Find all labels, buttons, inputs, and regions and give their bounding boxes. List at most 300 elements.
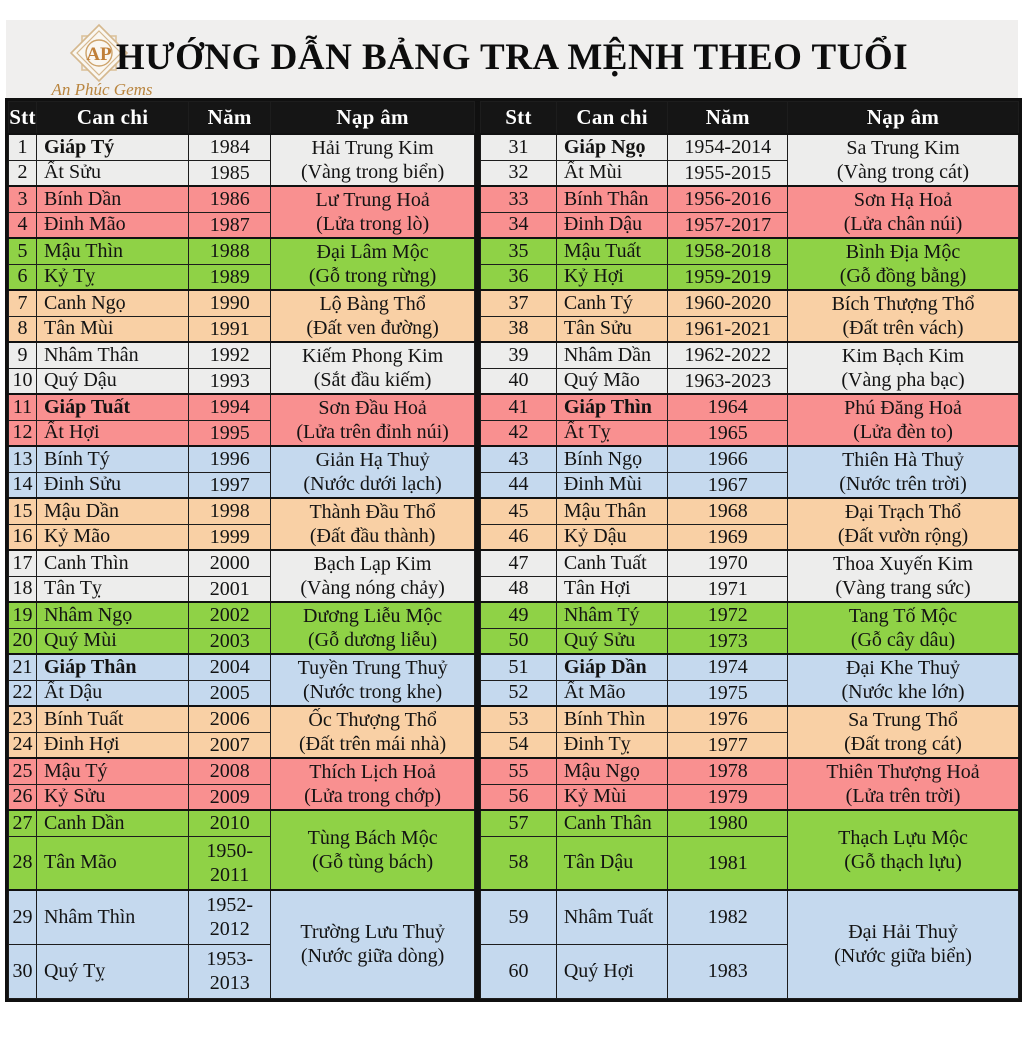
- table-row: [481, 290, 1019, 316]
- nam-cell: 2002: [189, 602, 271, 628]
- napam-name: Thoa Xuyến Kim: [833, 553, 973, 575]
- napam-name: Lộ Bàng Thổ: [319, 293, 426, 315]
- napam-cell: [788, 758, 1019, 810]
- canchi-cell: Ất Dậu: [36, 680, 188, 706]
- col-header-canchi: Can chi: [36, 102, 188, 135]
- napam-name: Trường Lưu Thuỷ: [300, 921, 445, 944]
- stt-cell: 45: [481, 498, 557, 524]
- nam-cell: 1965: [668, 420, 788, 446]
- canchi-cell: Đinh Dậu: [556, 212, 668, 238]
- nam-cell: 1981: [668, 836, 788, 890]
- stt-cell: 4: [9, 212, 37, 238]
- canchi-cell: Quý Mùi: [36, 628, 188, 654]
- napam-note: (Đất vườn rộng): [837, 525, 969, 547]
- canchi-cell: Tân Hợi: [556, 576, 668, 602]
- nam-cell: 2001: [189, 576, 271, 602]
- canchi-cell: Giáp Ngọ: [556, 134, 668, 160]
- napam-name: Bích Thượng Thổ: [831, 293, 975, 315]
- stt-cell: 10: [9, 368, 37, 394]
- table-header-right: [481, 102, 1019, 135]
- stt-cell: 17: [9, 550, 37, 576]
- nam-cell: 1997: [189, 472, 271, 498]
- napam-name: Dương Liễu Mộc: [303, 605, 443, 627]
- canchi-cell: Bính Ngọ: [556, 446, 668, 472]
- napam-name: Hải Trung Kim: [311, 137, 434, 159]
- canchi-cell: Đinh Sửu: [36, 472, 188, 498]
- canchi-cell: Đinh Mùi: [556, 472, 668, 498]
- stt-cell: 38: [481, 316, 557, 342]
- napam-name: Ốc Thượng Thổ: [308, 709, 437, 731]
- napam-name: Bình Địa Mộc: [845, 241, 961, 263]
- table-row: [9, 498, 475, 524]
- canchi-cell: Kỷ Mão: [36, 524, 188, 550]
- napam-note: (Lửa trên trời): [845, 785, 961, 807]
- canchi-cell: Tân Tỵ: [36, 576, 188, 602]
- canchi-cell: Canh Thìn: [36, 550, 188, 576]
- napam-note: (Nước giữa dòng): [300, 945, 445, 968]
- table-row: [481, 810, 1019, 836]
- stt-cell: 28: [9, 836, 37, 890]
- canchi-cell: Kỷ Hợi: [556, 264, 668, 290]
- napam-note: (Nước trên trời): [839, 473, 967, 495]
- stt-cell: 58: [481, 836, 557, 890]
- stt-cell: 3: [9, 186, 37, 212]
- stt-cell: 59: [481, 890, 557, 944]
- nam-cell: 1958-2018: [668, 238, 788, 264]
- nam-cell: 1989: [189, 264, 271, 290]
- table-row: [481, 238, 1019, 264]
- stt-cell: 55: [481, 758, 557, 784]
- napam-cell: [788, 890, 1019, 998]
- stt-cell: 13: [9, 446, 37, 472]
- napam-note: (Vàng trong cát): [836, 161, 970, 183]
- table-row: [481, 890, 1019, 944]
- nam-cell: 1973: [668, 628, 788, 654]
- napam-name: Kim Bạch Kim: [841, 345, 965, 367]
- table-row: [9, 238, 475, 264]
- table-row: [9, 810, 475, 836]
- col-header-nam: Năm: [189, 102, 271, 135]
- canchi-cell: Mậu Thân: [556, 498, 668, 524]
- canchi-cell: Ất Tỵ: [556, 420, 668, 446]
- napam-cell: [788, 498, 1019, 550]
- napam-note: (Nước trong khe): [303, 681, 443, 703]
- nam-cell: 1984: [189, 134, 271, 160]
- table-row: [9, 654, 475, 680]
- napam-note: (Nước khe lớn): [841, 681, 965, 703]
- napam-note: (Đất trên vách): [842, 317, 964, 339]
- canchi-cell: Mậu Tuất: [556, 238, 668, 264]
- nam-cell: 2008: [189, 758, 271, 784]
- canchi-cell: Kỷ Dậu: [556, 524, 668, 550]
- napam-note: (Đất đầu thành): [309, 525, 436, 547]
- nam-cell: 2004: [189, 654, 271, 680]
- napam-name: Phú Đăng Hoả: [844, 397, 962, 419]
- stt-cell: 29: [9, 890, 37, 944]
- stt-cell: 49: [481, 602, 557, 628]
- stt-cell: 6: [9, 264, 37, 290]
- canchi-cell: Kỷ Sửu: [36, 784, 188, 810]
- table-row: [9, 890, 475, 944]
- stt-cell: 34: [481, 212, 557, 238]
- canchi-cell: Canh Thân: [556, 810, 668, 836]
- canchi-cell: Giáp Thân: [36, 654, 188, 680]
- stt-cell: 32: [481, 160, 557, 186]
- napam-name: Kiếm Phong Kim: [302, 345, 444, 367]
- table-row: [481, 342, 1019, 368]
- napam-note: (Gỗ dương liễu): [308, 629, 438, 651]
- napam-note: (Gỗ trong rừng): [308, 265, 437, 287]
- nam-cell: 1992: [189, 342, 271, 368]
- nam-cell: 1953- 2013: [189, 944, 271, 998]
- napam-cell: [271, 758, 475, 810]
- stt-cell: 22: [9, 680, 37, 706]
- table-row: [481, 498, 1019, 524]
- napam-name: Đại Lâm Mộc: [316, 241, 429, 263]
- stt-cell: 19: [9, 602, 37, 628]
- nam-cell: 1950- 2011: [189, 836, 271, 890]
- table-row: [9, 758, 475, 784]
- canchi-cell: Tân Mùi: [36, 316, 188, 342]
- napam-note: (Lửa trên đỉnh núi): [296, 421, 449, 443]
- nam-cell: 1976: [668, 706, 788, 732]
- canchi-cell: Ất Mão: [556, 680, 668, 706]
- canchi-cell: Canh Tuất: [556, 550, 668, 576]
- napam-note: (Lửa đèn to): [853, 421, 953, 443]
- napam-note: (Lửa trong lò): [316, 213, 430, 235]
- canchi-cell: Nhâm Thìn: [36, 890, 188, 944]
- canchi-cell: Bính Thìn: [556, 706, 668, 732]
- table-header-left: [9, 102, 475, 135]
- stt-cell: 18: [9, 576, 37, 602]
- napam-cell: [271, 238, 475, 290]
- stt-cell: 37: [481, 290, 557, 316]
- napam-name: Tùng Bách Mộc: [307, 827, 438, 849]
- napam-name: Tang Tố Mộc: [848, 605, 958, 627]
- napam-cell: [788, 602, 1019, 654]
- nam-cell: 1998: [189, 498, 271, 524]
- nam-cell: 2007: [189, 732, 271, 758]
- canchi-cell: Tân Mão: [36, 836, 188, 890]
- napam-cell: [788, 550, 1019, 602]
- stt-cell: 5: [9, 238, 37, 264]
- stt-cell: 44: [481, 472, 557, 498]
- canchi-cell: Đinh Tỵ: [556, 732, 668, 758]
- table-row: [481, 654, 1019, 680]
- col-header-stt: Stt: [481, 102, 557, 135]
- stt-cell: 33: [481, 186, 557, 212]
- stt-cell: 42: [481, 420, 557, 446]
- nam-cell: 2006: [189, 706, 271, 732]
- stt-cell: 11: [9, 394, 37, 420]
- stt-cell: 25: [9, 758, 37, 784]
- zodiac-table-left: [8, 101, 475, 999]
- nam-cell: 1961-2021: [668, 316, 788, 342]
- canchi-cell: Kỷ Mùi: [556, 784, 668, 810]
- nam-cell: 1968: [668, 498, 788, 524]
- table-row: [481, 446, 1019, 472]
- page-title: HƯỚNG DẪN BẢNG TRA MỆNH THEO TUỔI: [115, 36, 909, 78]
- canchi-cell: Ất Sửu: [36, 160, 188, 186]
- header-banner: [6, 20, 1018, 98]
- napam-note: (Đất ven đường): [306, 317, 439, 339]
- nam-cell: 2010: [189, 810, 271, 836]
- nam-cell: 1980: [668, 810, 788, 836]
- napam-name: Sa Trung Thổ: [848, 709, 958, 731]
- napam-note: (Lửa trong chớp): [304, 785, 442, 807]
- canchi-cell: Canh Dần: [36, 810, 188, 836]
- nam-cell: 1979: [668, 784, 788, 810]
- canchi-cell: Quý Hợi: [556, 944, 668, 998]
- nam-cell: 1972: [668, 602, 788, 628]
- nam-cell: 2000: [189, 550, 271, 576]
- napam-note: (Đất trên mái nhà): [299, 733, 447, 755]
- napam-cell: [788, 446, 1019, 498]
- canchi-cell: Đinh Mão: [36, 212, 188, 238]
- table-row: [481, 602, 1019, 628]
- table-row: [9, 602, 475, 628]
- napam-cell: [271, 290, 475, 342]
- nam-cell: 1986: [189, 186, 271, 212]
- nam-cell: 1967: [668, 472, 788, 498]
- nam-cell: 1999: [189, 524, 271, 550]
- nam-cell: 2003: [189, 628, 271, 654]
- table-row: [481, 706, 1019, 732]
- napam-name: Tuyền Trung Thuỷ: [297, 657, 448, 679]
- nam-cell: 1985: [189, 160, 271, 186]
- canchi-cell: Nhâm Thân: [36, 342, 188, 368]
- stt-cell: 30: [9, 944, 37, 998]
- stt-cell: 14: [9, 472, 37, 498]
- napam-note: (Gỗ đồng bằng): [839, 265, 967, 287]
- napam-cell: [788, 290, 1019, 342]
- stt-cell: 60: [481, 944, 557, 998]
- table-row: [481, 758, 1019, 784]
- stt-cell: 47: [481, 550, 557, 576]
- logo-monogram: AP: [86, 44, 112, 65]
- napam-cell: [271, 446, 475, 498]
- stt-cell: 15: [9, 498, 37, 524]
- napam-note: (Lửa chân núi): [843, 213, 963, 235]
- stt-cell: 56: [481, 784, 557, 810]
- stt-cell: 50: [481, 628, 557, 654]
- canchi-cell: Bính Tuất: [36, 706, 188, 732]
- napam-cell: [788, 134, 1019, 186]
- napam-cell: [271, 706, 475, 758]
- napam-note: (Vàng pha bạc): [841, 369, 965, 391]
- nam-cell: 1954-2014: [668, 134, 788, 160]
- napam-name: Thiên Hà Thuỷ: [842, 449, 964, 471]
- canchi-cell: Ất Mùi: [556, 160, 668, 186]
- napam-name: Giản Hạ Thuỷ: [315, 449, 430, 471]
- nam-cell: 1974: [668, 654, 788, 680]
- napam-cell: [271, 394, 475, 446]
- napam-cell: [271, 602, 475, 654]
- stt-cell: 9: [9, 342, 37, 368]
- stt-cell: 39: [481, 342, 557, 368]
- napam-cell: [788, 342, 1019, 394]
- napam-note: (Vàng trong biển): [300, 161, 445, 183]
- napam-name: Bạch Lạp Kim: [313, 553, 432, 575]
- stt-cell: 52: [481, 680, 557, 706]
- col-header-nam: Năm: [668, 102, 788, 135]
- nam-cell: 1993: [189, 368, 271, 394]
- stt-cell: 48: [481, 576, 557, 602]
- nam-cell: 1988: [189, 238, 271, 264]
- napam-cell: [271, 342, 475, 394]
- nam-cell: 1957-2017: [668, 212, 788, 238]
- napam-note: (Sắt đầu kiếm): [313, 369, 432, 391]
- napam-name: Thành Đầu Thổ: [309, 501, 436, 523]
- nam-cell: 1959-2019: [668, 264, 788, 290]
- napam-note: (Gỗ tùng bách): [312, 851, 434, 873]
- canchi-cell: Mậu Tý: [36, 758, 188, 784]
- nam-cell: 1960-2020: [668, 290, 788, 316]
- header-row: [9, 102, 475, 135]
- stt-cell: 23: [9, 706, 37, 732]
- stt-cell: 8: [9, 316, 37, 342]
- nam-cell: 2005: [189, 680, 271, 706]
- napam-note: (Gỗ cây dâu): [850, 629, 956, 651]
- nam-cell: 2009: [189, 784, 271, 810]
- col-header-napam: Nạp âm: [271, 102, 475, 135]
- stt-cell: 31: [481, 134, 557, 160]
- napam-name: Sa Trung Kim: [846, 137, 960, 159]
- napam-name: Thiên Thượng Hoả: [826, 761, 980, 783]
- table-row: [9, 550, 475, 576]
- napam-name: Lư Trung Hoả: [315, 189, 430, 211]
- napam-cell: [271, 810, 475, 890]
- napam-cell: [788, 706, 1019, 758]
- napam-cell: [788, 810, 1019, 890]
- napam-cell: [271, 134, 475, 186]
- canchi-cell: Giáp Tuất: [36, 394, 188, 420]
- stt-cell: 53: [481, 706, 557, 732]
- col-header-canchi: Can chi: [556, 102, 668, 135]
- nam-cell: 1955-2015: [668, 160, 788, 186]
- table-row: [9, 394, 475, 420]
- table-row: [9, 342, 475, 368]
- nam-cell: 1963-2023: [668, 368, 788, 394]
- napam-cell: [788, 238, 1019, 290]
- table-row: [9, 290, 475, 316]
- canchi-cell: Ất Hợi: [36, 420, 188, 446]
- nam-cell: 1970: [668, 550, 788, 576]
- canchi-cell: Quý Mão: [556, 368, 668, 394]
- stt-cell: 46: [481, 524, 557, 550]
- col-header-stt: Stt: [9, 102, 37, 135]
- stt-cell: 21: [9, 654, 37, 680]
- zodiac-table-container: [5, 98, 1022, 1002]
- canchi-cell: Giáp Dần: [556, 654, 668, 680]
- napam-name: Sơn Đầu Hoả: [318, 397, 427, 419]
- napam-note: (Gỗ thạch lựu): [844, 851, 962, 873]
- nam-cell: 1994: [189, 394, 271, 420]
- canchi-cell: Bính Dần: [36, 186, 188, 212]
- table-row: [481, 186, 1019, 212]
- stt-cell: 41: [481, 394, 557, 420]
- nam-cell: 1990: [189, 290, 271, 316]
- nam-cell: 1971: [668, 576, 788, 602]
- canchi-cell: Quý Sửu: [556, 628, 668, 654]
- nam-cell: 1983: [668, 944, 788, 998]
- table-row: [9, 706, 475, 732]
- nam-cell: 1975: [668, 680, 788, 706]
- nam-cell: 1996: [189, 446, 271, 472]
- canchi-cell: Giáp Thìn: [556, 394, 668, 420]
- napam-cell: [788, 394, 1019, 446]
- nam-cell: 1995: [189, 420, 271, 446]
- canchi-cell: Bính Thân: [556, 186, 668, 212]
- stt-cell: 27: [9, 810, 37, 836]
- canchi-cell: Nhâm Tý: [556, 602, 668, 628]
- napam-name: Sơn Hạ Hoả: [853, 189, 953, 211]
- stt-cell: 1: [9, 134, 37, 160]
- table-row: [481, 394, 1019, 420]
- stt-cell: 12: [9, 420, 37, 446]
- canchi-cell: Mậu Ngọ: [556, 758, 668, 784]
- table-row: [9, 134, 475, 160]
- col-header-napam: Nạp âm: [788, 102, 1019, 135]
- nam-cell: 1964: [668, 394, 788, 420]
- napam-cell: [788, 186, 1019, 238]
- canchi-cell: Giáp Tý: [36, 134, 188, 160]
- canchi-cell: Tân Dậu: [556, 836, 668, 890]
- napam-note: (Nước giữa biển): [834, 945, 972, 968]
- stt-cell: 2: [9, 160, 37, 186]
- napam-name: Đại Hải Thuỷ: [848, 921, 958, 944]
- stt-cell: 7: [9, 290, 37, 316]
- table-row: [481, 550, 1019, 576]
- napam-note: (Nước dưới lạch): [303, 473, 442, 495]
- stt-cell: 24: [9, 732, 37, 758]
- napam-name: Thích Lịch Hoả: [309, 761, 436, 783]
- nam-cell: 1969: [668, 524, 788, 550]
- canchi-cell: Quý Dậu: [36, 368, 188, 394]
- canchi-cell: Mậu Thìn: [36, 238, 188, 264]
- stt-cell: 36: [481, 264, 557, 290]
- canchi-cell: Nhâm Tuất: [556, 890, 668, 944]
- napam-cell: [271, 654, 475, 706]
- canchi-cell: Mậu Dần: [36, 498, 188, 524]
- nam-cell: 1978: [668, 758, 788, 784]
- napam-note: (Vàng trang sức): [835, 577, 971, 599]
- stt-cell: 40: [481, 368, 557, 394]
- napam-note: (Vàng nóng chảy): [300, 577, 445, 599]
- stt-cell: 54: [481, 732, 557, 758]
- table-row: [9, 186, 475, 212]
- napam-name: Đại Khe Thuỷ: [845, 657, 961, 679]
- nam-cell: 1956-2016: [668, 186, 788, 212]
- stt-cell: 43: [481, 446, 557, 472]
- nam-cell: 1966: [668, 446, 788, 472]
- header-row: [481, 102, 1019, 135]
- nam-cell: 1987: [189, 212, 271, 238]
- brand-name: An Phúc Gems: [51, 80, 153, 99]
- napam-cell: [271, 498, 475, 550]
- nam-cell: 1977: [668, 732, 788, 758]
- napam-cell: [271, 890, 475, 998]
- canchi-cell: Quý Tỵ: [36, 944, 188, 998]
- stt-cell: 51: [481, 654, 557, 680]
- nam-cell: 1991: [189, 316, 271, 342]
- napam-cell: [788, 654, 1019, 706]
- canchi-cell: Canh Ngọ: [36, 290, 188, 316]
- napam-note: (Đất trong cát): [844, 733, 962, 755]
- canchi-cell: Kỷ Tỵ: [36, 264, 188, 290]
- napam-cell: [271, 550, 475, 602]
- canchi-cell: Tân Sửu: [556, 316, 668, 342]
